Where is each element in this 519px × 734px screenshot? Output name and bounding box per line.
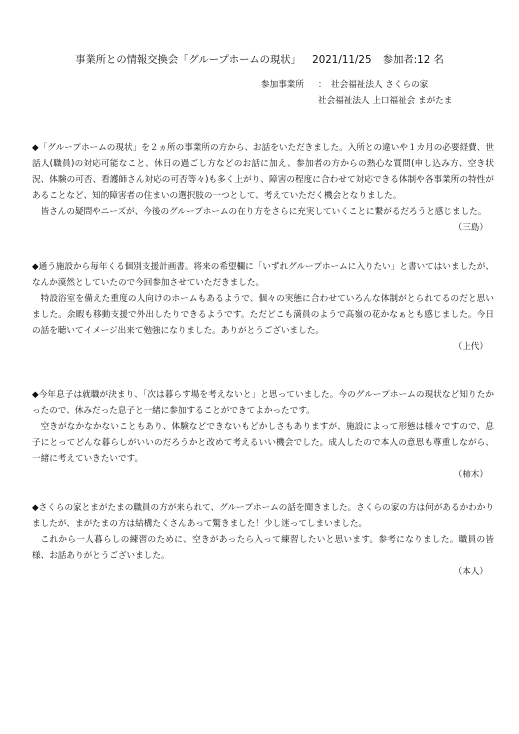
meeting-date: 2021/11/25	[312, 54, 372, 66]
participants-colon: ：	[318, 80, 327, 90]
participants-label: 参加事業所	[261, 80, 304, 90]
attendee-count: 参加者:12 名	[382, 54, 444, 66]
comment-section-kakinoki	[32, 387, 494, 483]
comment-paragraph: 皆さんの疑問やニーズが、今後のグループホームの在り方をさらに充実していくことに繋がるだろうと感じました。	[40, 207, 487, 217]
comment-author: （三島）	[453, 223, 488, 233]
comment-author: （本人）	[453, 567, 488, 577]
comment-paragraph: 空きがなかなかないこともあり、体験などできないもどかしさもありますが、施設によって形態は様々ですので、息子にとってどんな暮らしがいいのだろうかと改めて考えるいい機会でした。成人したので本人の意思も尊重しながら、一緒に考えていきたいです。	[32, 422, 494, 464]
comment-author: （上代）	[453, 342, 488, 352]
comment-paragraph: ◆「グループホームの現状」を２ヵ所の事業所の方から、お話をいただきました。入所との違いや１カ月の必要経費、世話人(職員)の対応可能なこと、休日の過ごし方などのお話に加え、参加者の方からの熱心な質問(申し込み方、空き状況、体験の可否、看護師さん対応の可否等々)も多く上がり、障害の程度に合わせて対応できる体制や各事業所の特性があることなど、知的障害者の住まいの選択肢の一つとして、考えていただく機会となりました。	[32, 143, 494, 201]
comment-author: （柿木）	[453, 470, 488, 480]
comment-paragraph: ◆通う施設から毎年くる個別支援計画書。将来の希望欄に「いずれグループホームに入りたい」と書いてはいましたが、なんか漠然としていたので今回参加させていただきました。	[32, 262, 494, 288]
participating-organizations	[261, 77, 511, 109]
page-header	[20, 53, 499, 67]
organization-sakura: 社会福祉法人 さくらの家	[331, 80, 429, 90]
comment-paragraph: ◆今年息子は就職が決まり、「次は暮らす場を考えないと」と思っていました。今のグループホームの現状など知りたかったので、休みだった息子と一緒に参加することができてよかったです。	[32, 390, 494, 416]
page-title: 事業所との情報交換会「グループホームの現状」	[75, 54, 301, 66]
comment-section-mishima	[32, 140, 494, 236]
organization-magatama: 社会福祉法人 上口福祉会 まがたま	[318, 96, 453, 106]
comment-section-kamishiro	[32, 259, 494, 355]
comment-paragraph: ◆さくらの家とまがたまの職員の方が来られて、グループホームの話を聞きました。さくらの家の方は何があるかわかりましたが、まがたまの方は結構たくさんあって驚きました！少し迷ってしまいました。	[32, 503, 494, 529]
comment-section-self	[32, 500, 494, 580]
comment-paragraph: 特設浴室を備えた重度の人向けのホームもあるようで、個々の実態に合わせていろんな体制がとられてるのだと思いました。余暇も移動支援で外出したりできるようです。ただどこも満員のようで高嶺の花かなぁとも感じました。今日の話を聴いてイメージ出来て勉強になりました。ありがとうございました。	[32, 294, 494, 336]
comment-paragraph: これから一人暮らしの練習のために、空きがあったら入って練習したいと思います。参考になりました。職員の皆様、お話ありがとうございました。	[32, 535, 494, 561]
